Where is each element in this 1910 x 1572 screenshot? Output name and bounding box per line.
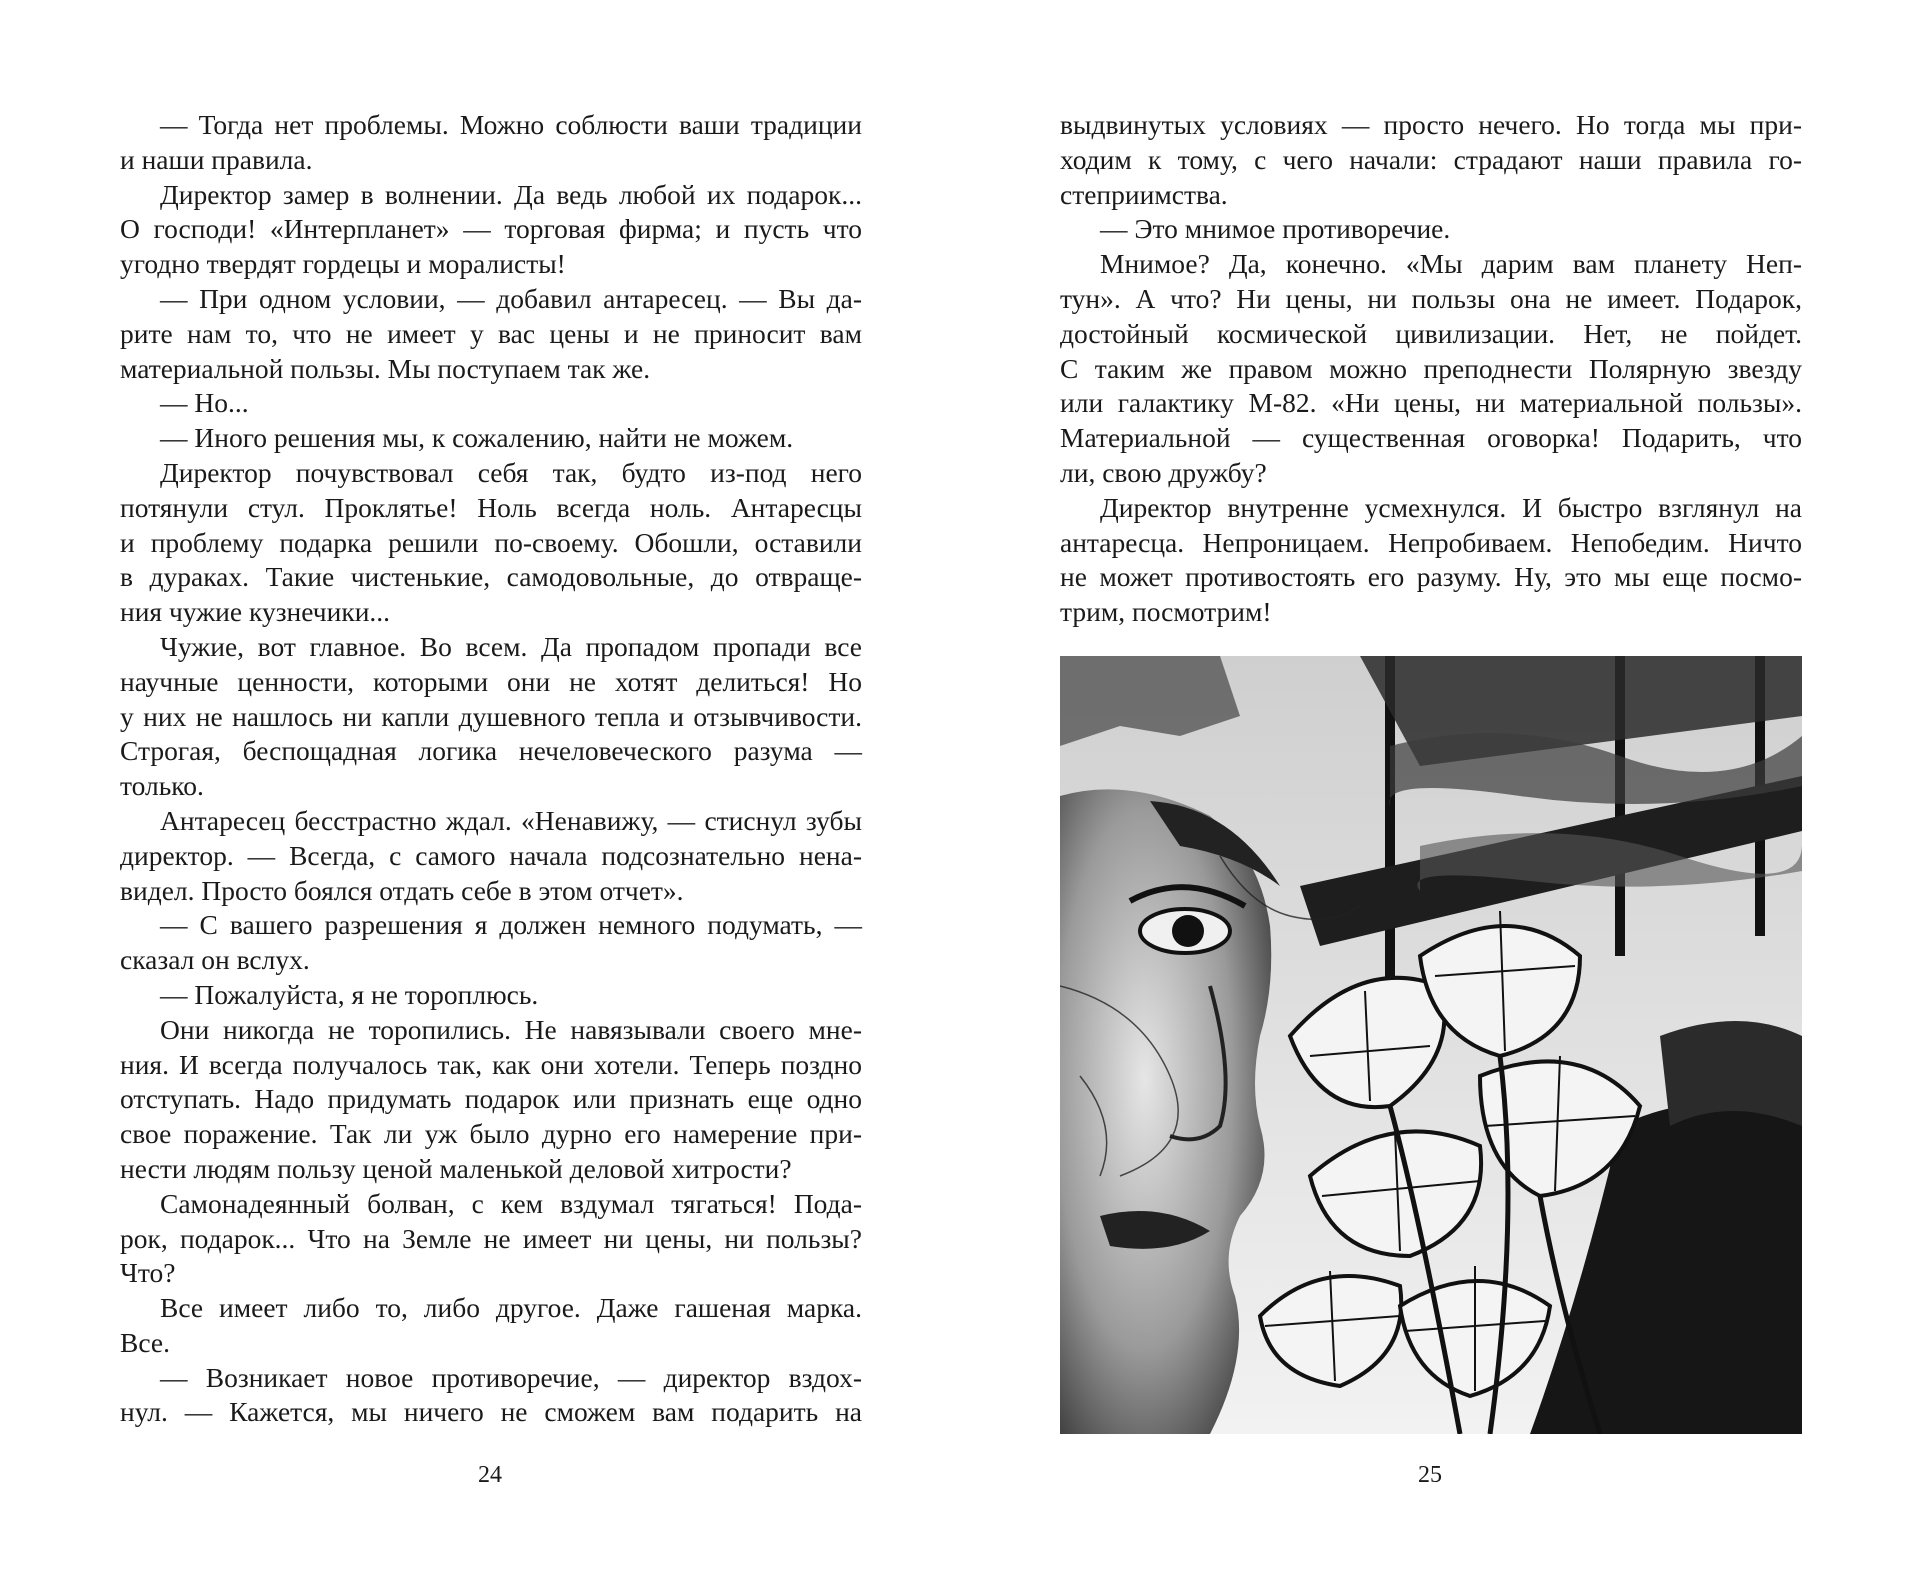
text-line: — Но... (160, 387, 249, 419)
text-line: ходим к тому, с чего начали: страдают наши правила го- (1060, 143, 1802, 175)
text-line: и проблему подарка решили по-своему. Обошли, оставили (120, 526, 862, 558)
text-line: в дураках. Такие чистенькие, самодовольные, до отвраще- (120, 561, 862, 593)
text-line: — Это мнимое противоречие. (1100, 213, 1451, 245)
illustration-artwork (1060, 656, 1802, 1434)
text-line: свое поражение. Так ли уж было дурно его намерение при- (120, 1118, 862, 1150)
text-line: Антаресец бесстрастно ждал. «Ненавижу, — стиснул зубы (160, 804, 862, 836)
text-line: Директор почувствовал себя так, будто из-под него (160, 456, 862, 488)
text-line: или галактику М-82. «Ни цены, ни материальной пользы». (1060, 387, 1802, 419)
text-line: директор. — Всегда, с самого начала подсознательно нена- (120, 839, 862, 871)
left-page-text (120, 108, 862, 1430)
text-line: антаресца. Непроницаем. Непробиваем. Непобедим. Ничто (1060, 526, 1802, 558)
text-line: только. (120, 770, 204, 802)
text-line: трим, посмотрим! (1060, 596, 1272, 628)
text-line: Директор внутренне усмехнулся. И быстро взглянул на (1100, 491, 1802, 523)
text-line: потянули стул. Проклятье! Ноль всегда ноль. Антаресцы (120, 491, 862, 523)
text-line: — С вашего разрешения я должен немного подумать, — (160, 909, 862, 941)
text-line: материальной пользы. Мы поступаем так же. (120, 352, 651, 384)
text-line: отступать. Надо придумать подарок или признать еще одно (120, 1083, 862, 1115)
text-line: нести людям пользу ценой маленькой деловой хитрости? (120, 1152, 792, 1184)
page-number-right: 25 (1418, 1462, 1442, 1488)
text-line: О господи! «Интерпланет» — торговая фирма; и пусть что (120, 213, 862, 245)
text-line: — Тогда нет проблемы. Можно соблюсти ваши традиции (160, 109, 862, 140)
text-line: Все имеет либо то, либо другое. Даже гашеная марка. (160, 1292, 862, 1324)
page-number-left: 24 (478, 1462, 502, 1488)
text-line: угодно твердят гордецы и моралисты! (120, 248, 566, 280)
text-line: С таким же правом можно преподнести Полярную звезду (1060, 352, 1802, 384)
text-line: ния чужие кузнечики... (120, 596, 391, 628)
text-line: нул. — Кажется, мы ничего не сможем вам подарить на (120, 1396, 862, 1428)
text-line: тун». А что? Ни цены, ни пользы она не имеет. Подарок, (1060, 282, 1802, 314)
text-line: ли, свою дружбу? (1060, 456, 1267, 488)
right-page-text (1060, 108, 1802, 630)
text-line: видел. Просто боялся отдать себе в этом отчет». (120, 874, 684, 906)
text-line: Чужие, вот главное. Во всем. Да пропадом пропади все (160, 630, 862, 662)
text-line: у них не нашлось ни капли душевного тепла и отзывчивости. (120, 700, 862, 732)
text-line: Мнимое? Да, конечно. «Мы дарим вам планету Неп- (1100, 248, 1802, 280)
text-line: Директор замер в волнении. Да ведь любой их подарок... (160, 178, 862, 210)
text-line: и наши правила. (120, 143, 313, 175)
text-line: сказал он вслух. (120, 944, 310, 976)
text-line: — Иного решения мы, к сожалению, найти не можем. (160, 422, 794, 454)
text-line: Что? (120, 1257, 176, 1289)
text-line: выдвинутых условиях — просто нечего. Но тогда мы при- (1060, 109, 1802, 140)
text-line: степриимства. (1060, 178, 1228, 210)
text-line: — Пожалуйста, я не тороплюсь. (160, 978, 539, 1010)
text-line: Строгая, беспощадная логика нечеловеческого разума — (120, 735, 862, 767)
text-line: Они никогда не торопились. Не навязывали своего мне- (160, 1013, 862, 1045)
text-line: не может противостоять его разуму. Ну, это мы еще посмо- (1060, 561, 1802, 593)
text-line: научные ценности, которыми они не хотят делиться! Но (120, 665, 862, 697)
text-line: рите нам то, что не имеет у вас цены и не приносит вам (120, 317, 862, 349)
text-line: — При одном условии, — добавил антаресец. — Вы да- (160, 282, 862, 314)
illustration (1060, 656, 1802, 1434)
text-line: Самонадеянный болван, с кем вздумал тягаться! Пода- (160, 1187, 862, 1219)
text-line: Все. (120, 1326, 170, 1358)
text-line: ния. И всегда получалось так, как они хотели. Теперь поздно (120, 1048, 862, 1080)
text-line: достойный космической цивилизации. Нет, не пойдет. (1060, 317, 1802, 349)
text-line: Материальной — существенная оговорка! Подарить, что (1060, 422, 1802, 454)
text-line: — Возникает новое противоречие, — директор вздох- (160, 1361, 862, 1393)
text-line: рок, подарок... Что на Земле не имеет ни цены, ни пользы? (120, 1222, 862, 1254)
